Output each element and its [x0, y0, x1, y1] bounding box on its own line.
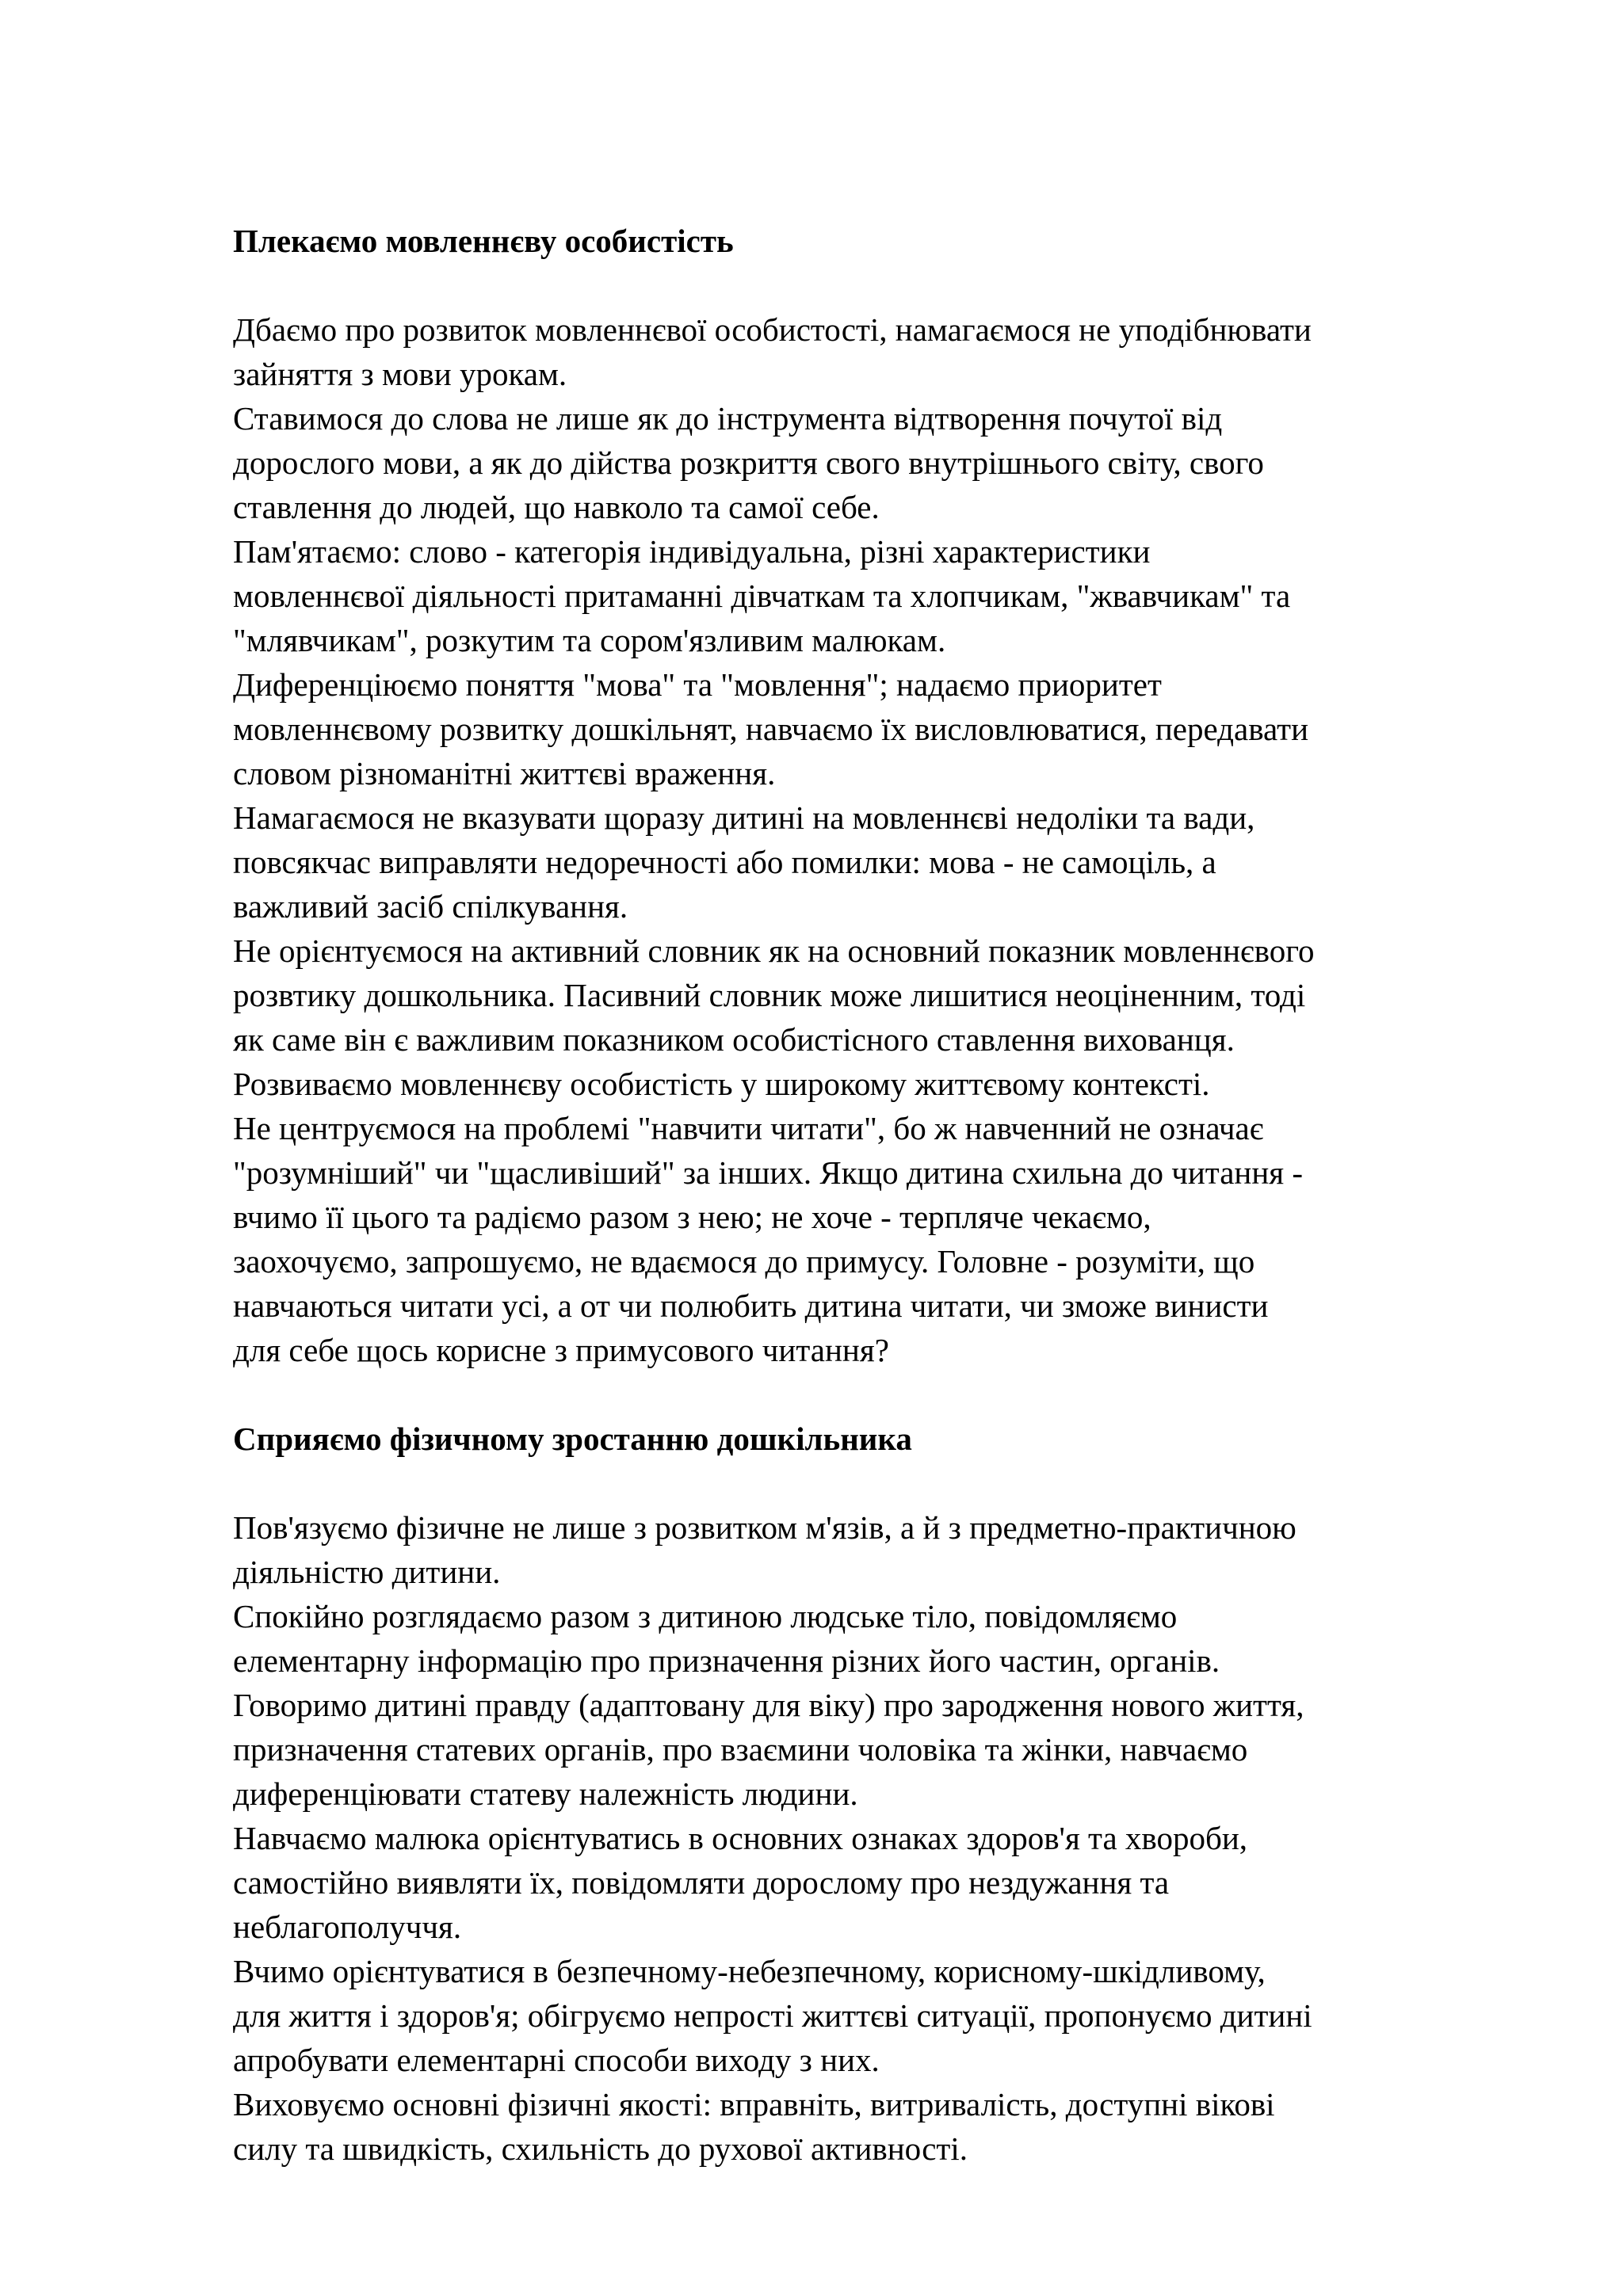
- text-line: Пам'ятаємо: слово - категорія індивідуальна, різні характеристики: [233, 533, 1151, 570]
- paragraph: [233, 1683, 1564, 1816]
- text-line: Ставимося до слова не лише як до інструмента відтворення почутої від: [233, 400, 1223, 437]
- text-line: вчимо її цього та радіємо разом з нею; не хоче - терпляче чекаємо,: [233, 1199, 1151, 1235]
- text-line: елементарну інформацію про призначення різних його частин, органів.: [233, 1642, 1220, 1679]
- paragraph: [233, 1949, 1564, 2082]
- text-line: Говоримо дитині правду (адаптовану для віку) про зародження нового життя,: [233, 1687, 1304, 1723]
- text-line: зайняття з мови урокам.: [233, 356, 567, 392]
- paragraph: [233, 662, 1564, 795]
- text-line: Спокійно розглядаємо разом з дитиною людське тіло, повідомляємо: [233, 1598, 1178, 1634]
- paragraph: [233, 1505, 1564, 1594]
- text-line: розвтику дошкольника. Пасивний словник може лишитися неоціненним, тоді: [233, 977, 1306, 1013]
- paragraph: [233, 529, 1564, 662]
- text-line: навчаються читати усі, а от чи полюбить дитина читати, чи зможе винисти: [233, 1287, 1269, 1324]
- section-speech-personality: [233, 219, 1564, 1372]
- paragraph: [233, 307, 1564, 396]
- section-heading: Сприяємо фізичному зростанню дошкільника: [233, 1421, 912, 1457]
- text-line: Вчимо орієнтуватися в безпечному-небезпечному, корисному-шкідливому,: [233, 1953, 1266, 1989]
- text-line: Виховуємо основні фізичні якості: вправніть, витривалість, доступні вікові: [233, 2086, 1275, 2122]
- text-line: призначення статевих органів, про взаємини чоловіка та жінки, навчаємо: [233, 1731, 1248, 1768]
- text-line: важливий засіб спілкування.: [233, 888, 628, 925]
- text-line: диференціювати статеву належність людини.: [233, 1775, 858, 1812]
- paragraph: [233, 929, 1564, 1062]
- text-line: Намагаємося не вказувати щоразу дитині на мовленнєві недоліки та вади,: [233, 799, 1255, 836]
- text-line: Навчаємо малюка орієнтуватись в основних ознаках здоров'я та хвороби,: [233, 1820, 1248, 1856]
- text-line: ставлення до людей, що навколо та самої себе.: [233, 489, 880, 525]
- text-line: Диференціюємо поняття "мова" та "мовлення"; надаємо приоритет: [233, 666, 1162, 703]
- paragraph: [233, 1816, 1564, 1949]
- text-line: мовленнєвому розвитку дошкільнят, навчаємо їх висловлюватися, передавати: [233, 711, 1309, 747]
- text-line: Не орієнтуємося на активний словник як на основний показник мовленнєвого: [233, 933, 1315, 969]
- paragraph: [233, 2082, 1564, 2171]
- text-line: діяльністю дитини.: [233, 1554, 501, 1590]
- paragraph: [233, 1062, 1564, 1106]
- text-line: дорослого мови, а як до дійства розкриття свого внутрішнього світу, свого: [233, 444, 1264, 481]
- text-line: неблагополуччя.: [233, 1909, 462, 1945]
- paragraph: [233, 1594, 1564, 1683]
- text-line: Пов'язуємо фізичне не лише з розвитком м'язів, а й з предметно-практичною: [233, 1509, 1296, 1546]
- text-line: заохочуємо, запрошуємо, не вдаємося до примусу. Головне - розуміти, що: [233, 1243, 1255, 1280]
- text-line: Не центруємося на проблемі "навчити читати", бо ж навченний не означає: [233, 1110, 1264, 1146]
- text-line: для життя і здоров'я; обігруємо непрості життєві ситуації, пропонуємо дитині: [233, 1997, 1312, 2034]
- text-line: словом різноманітні життєві враження.: [233, 755, 776, 791]
- text-line: мовленнєвої діяльності притаманні дівчаткам та хлопчикам, "жвавчикам" та: [233, 578, 1291, 614]
- paragraph: [233, 396, 1564, 529]
- paragraph: [233, 795, 1564, 929]
- text-line: Розвиваємо мовленнєву особистість у широкому життєвому контексті.: [233, 1066, 1210, 1102]
- text-line: апробувати елементарні способи виходу з них.: [233, 2042, 880, 2078]
- paragraph: [233, 1106, 1564, 1372]
- text-line: для себе щось корисне з примусового читання?: [233, 1332, 889, 1368]
- text-line: силу та швидкість, схильність до рухової активності.: [233, 2130, 968, 2167]
- section-physical-growth: [233, 1417, 1564, 2171]
- text-line: "розумніший" чи "щасливіший" за інших. Якщо дитина схильна до читання -: [233, 1154, 1304, 1191]
- text-line: Дбаємо про розвиток мовленнєвої особистості, намагаємося не уподібнювати: [233, 311, 1312, 348]
- text-line: повсякчас виправляти недоречності або помилки: мова - не самоціль, а: [233, 844, 1216, 880]
- text-line: як саме він є важливим показником особистісного ставлення вихованця.: [233, 1021, 1235, 1058]
- text-line: "млявчикам", розкутим та сором'язливим малюкам.: [233, 622, 946, 658]
- section-heading: Плекаємо мовленнєву особистість: [233, 223, 734, 259]
- text-line: самостійно виявляти їх, повідомляти дорослому про нездужання та: [233, 1864, 1170, 1901]
- document-body: [233, 219, 1564, 2171]
